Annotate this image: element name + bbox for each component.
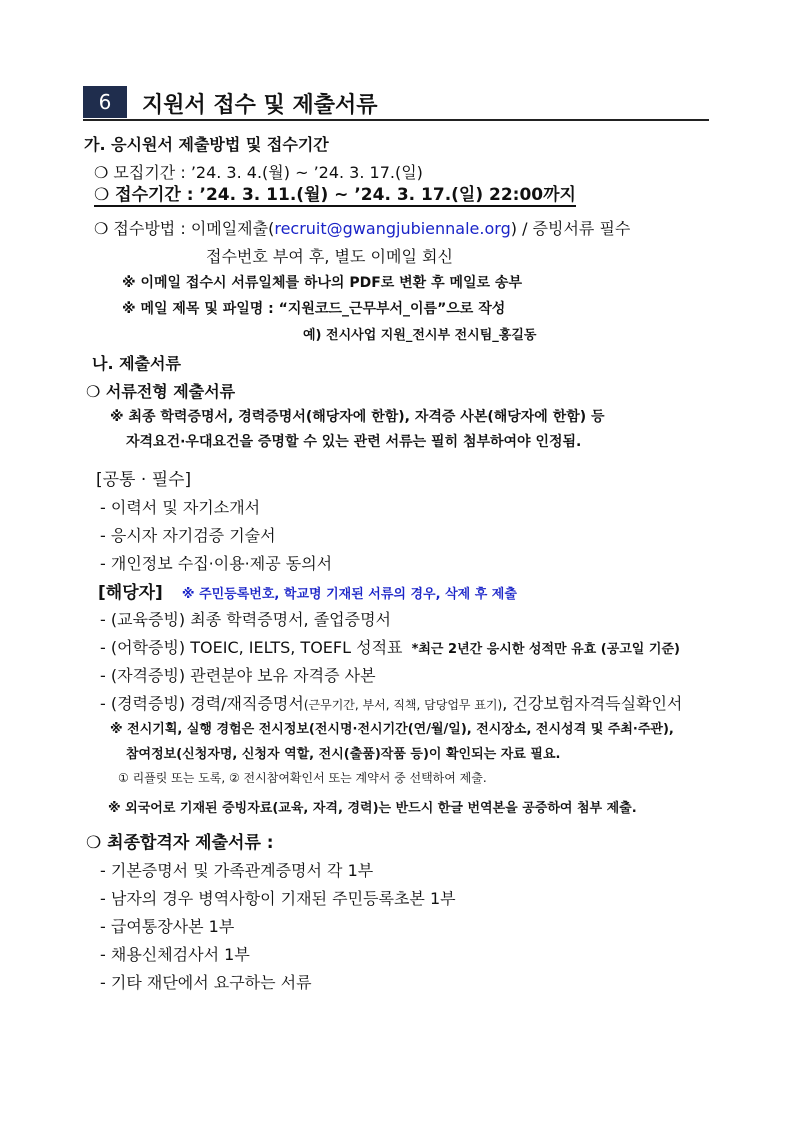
screening-heading: ❍ 서류전형 제출서류 (86, 382, 236, 401)
career-item-b: (근무기간, 부서, 직책, 담당업무 표기) (303, 698, 503, 712)
foreign-note: ※ 외국어로 기재된 증빙자료(교육, 자격, 경력)는 반드시 한글 번역본을 공증하여 첨부 제출. (108, 801, 637, 816)
method-suffix: ) / 증빙서류 필수 (510, 219, 631, 238)
filename-example: 예) 전시사업 지원_전시부 전시팀_홍길동 (303, 328, 537, 343)
lang-note: *최근 2년간 응시한 성적만 유효 (공고일 기준) (411, 642, 680, 657)
recruit-email-link[interactable]: recruit@gwangjubiennale.org (274, 219, 511, 238)
edu-item: - (교육증빙) 최종 학력증명서, 졸업증명서 (100, 610, 391, 629)
cert-item: - (자격증빙) 관련분야 보유 자격증 사본 (100, 666, 376, 685)
section-number-badge: 6 (83, 86, 127, 118)
common-heading: [공통 · 필수] (96, 470, 192, 490)
career-item (100, 691, 682, 714)
exhibit-note-line2: 참여정보(신청자명, 신청자 역할, 전시(출품)작품 등)이 확인되는 자료 필요. (126, 747, 561, 762)
common-item-1: - 이력서 및 자기소개서 (100, 498, 261, 517)
career-item-a: - (경력증빙) 경력/재직증명서 (100, 694, 304, 713)
screening-note-line1: ※ 최종 학력증명서, 경력증명서(해당자에 한함), 자격증 사본(해당자에 한함) 등 (110, 409, 605, 425)
method-prefix: ❍ 접수방법 : 이메일제출( (94, 219, 275, 238)
final-item-5: - 기타 재단에서 요구하는 서류 (100, 973, 312, 992)
final-item-3: - 급여통장사본 1부 (100, 917, 235, 936)
lang-item: - (어학증빙) TOEIC, IELTS, TOEFL 성적표 (100, 638, 403, 657)
final-heading: ❍ 최종합격자 제출서류 : (86, 833, 274, 853)
applicable-note: ※ 주민등록번호, 학교명 기재된 서류의 경우, 삭제 후 제출 (181, 587, 517, 602)
pdf-note: ※ 이메일 접수시 서류일체를 하나의 PDF로 변환 후 메일로 송부 (122, 275, 522, 291)
part-a-heading: 가. 응시원서 제출방법 및 접수기간 (84, 135, 329, 154)
section-title: 지원서 접수 및 제출서류 (142, 93, 378, 118)
section-divider (83, 119, 709, 121)
career-item-c: , 건강보험자격득실확인서 (502, 694, 683, 713)
common-item-3: - 개인정보 수집·이용·제공 동의서 (100, 554, 333, 573)
method-line2: 접수번호 부여 후, 별도 이메일 회신 (206, 247, 453, 266)
screening-note-line2: 자격요건·우대요건을 증명할 수 있는 관련 서류는 필히 첨부하여야 인정됨. (126, 434, 582, 450)
recruit-period: ❍ 모집기간 : ’24. 3. 4.(월) ~ ’24. 3. 17.(일) (94, 163, 423, 182)
exhibit-note-line1: ※ 전시기획, 실행 경험은 전시정보(전시명·전시기간(연/월/일), 전시장소, 전시성격 및 주최·주관), (110, 722, 674, 737)
final-item-4: - 채용신체검사서 1부 (100, 945, 250, 964)
filename-note: ※ 메일 제목 및 파일명 : “지원코드_근무부서_이름”으로 작성 (122, 301, 506, 317)
applicable-heading: [해당자] (98, 583, 163, 603)
submission-method (94, 216, 630, 239)
lang-row (100, 635, 680, 658)
part-b-heading: 나. 제출서류 (92, 354, 181, 373)
final-item-2: - 남자의 경우 병역사항이 기재된 주민등록초본 1부 (100, 889, 456, 908)
exhibit-sub: ① 리플릿 또는 도록, ② 전시참여확인서 또는 계약서 중 선택하여 제출. (118, 771, 487, 785)
common-item-2: - 응시자 자기검증 기술서 (100, 526, 276, 545)
applicable-row (98, 578, 517, 603)
final-item-1: - 기본증명서 및 가족관계증명서 각 1부 (100, 861, 374, 880)
receipt-period: ❍ 접수기간 : ’24. 3. 11.(월) ~ ’24. 3. 17.(일) 22:00까지 (94, 185, 576, 205)
